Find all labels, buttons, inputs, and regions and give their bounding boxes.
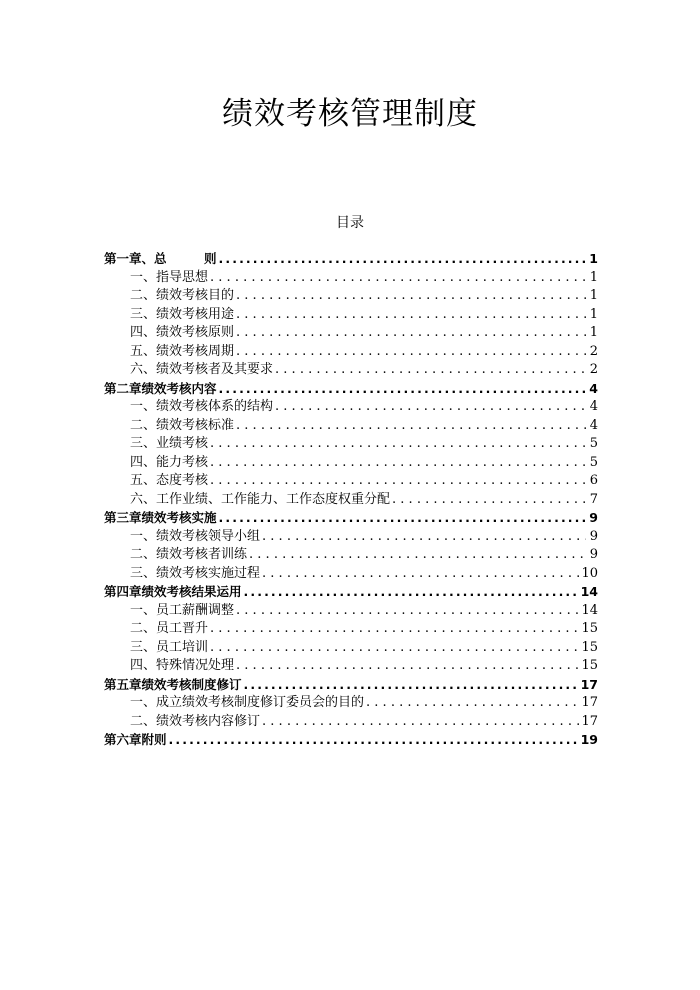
toc-entry-label: 指导思想	[156, 269, 209, 285]
toc-entry-number: 五、	[130, 473, 157, 488]
toc-entry-number: 三、	[130, 436, 157, 451]
toc-dot-leader	[275, 361, 586, 380]
toc-dot-leader	[262, 565, 579, 584]
toc-entry-number: 五、	[130, 343, 157, 359]
toc-dot-leader	[262, 713, 579, 732]
toc-page-number: 1	[589, 325, 598, 340]
toc-section-entry[interactable]	[104, 491, 598, 510]
toc-chapter-entry[interactable]	[104, 676, 598, 695]
toc-section-entry[interactable]	[104, 713, 598, 732]
toc-section-entry[interactable]	[104, 694, 598, 713]
toc-entry-number: 三、	[130, 639, 157, 655]
toc-entry-label: 绩效考核体系的结构	[156, 399, 274, 414]
toc-dot-leader	[366, 694, 579, 713]
toc-page-number: 1	[589, 288, 598, 303]
toc-page-number: 19	[580, 732, 598, 747]
toc-page-number: 14	[581, 602, 598, 618]
toc-entry-number: 第二章	[104, 380, 142, 396]
toc-page-number: 10	[581, 565, 598, 581]
toc-entry-number: 第六章	[104, 732, 142, 747]
toc-entry-label: 员工晋升	[156, 621, 209, 636]
toc-section-entry[interactable]	[104, 639, 598, 658]
toc-chapter-entry[interactable]	[104, 380, 598, 399]
toc-entry-number: 六、	[130, 491, 157, 507]
toc-entry-number: 第三章	[104, 510, 142, 525]
toc-section-entry[interactable]	[104, 620, 598, 639]
toc-chapter-entry[interactable]	[104, 583, 598, 602]
toc-entry-label: 绩效考核结果运用	[141, 584, 242, 599]
toc-dot-leader	[236, 306, 586, 325]
toc-heading: 目录	[336, 215, 364, 231]
toc-section-entry[interactable]	[104, 417, 598, 436]
toc-section-entry[interactable]	[104, 657, 598, 676]
toc-page-number: 6	[589, 473, 598, 488]
toc-page-number: 5	[589, 436, 598, 451]
toc-page-number: 15	[581, 658, 598, 673]
toc-entry-number: 六、	[130, 362, 157, 377]
toc-entry-number: 一、	[130, 528, 157, 544]
toc-entry-number: 一、	[130, 269, 157, 285]
toc-dot-leader	[219, 380, 586, 399]
toc-page-number: 1	[589, 306, 598, 322]
toc-entry-label: 绩效考核内容	[141, 380, 217, 396]
toc-chapter-entry[interactable]	[104, 731, 598, 750]
toc-section-entry[interactable]	[104, 528, 598, 547]
toc-page-number: 9	[589, 528, 598, 544]
toc-section-entry[interactable]	[104, 472, 598, 491]
toc-page-number: 15	[581, 639, 598, 655]
toc-section-entry[interactable]	[104, 324, 598, 343]
table-of-contents	[104, 250, 598, 750]
toc-dot-leader	[210, 472, 586, 491]
toc-dot-leader	[236, 324, 586, 343]
toc-section-entry[interactable]	[104, 287, 598, 306]
toc-entry-number: 一、	[130, 602, 157, 618]
toc-chapter-entry[interactable]	[104, 250, 598, 269]
toc-entry-label: 绩效考核领导小组	[156, 528, 261, 544]
toc-entry-label: 员工培训	[156, 639, 209, 655]
toc-page-number: 9	[589, 510, 598, 525]
toc-entry-number: 四、	[130, 454, 157, 470]
toc-section-entry[interactable]	[104, 269, 598, 288]
toc-dot-leader	[244, 676, 579, 695]
toc-page-number: 5	[589, 454, 598, 470]
toc-dot-leader	[275, 398, 586, 417]
toc-section-entry[interactable]	[104, 602, 598, 621]
toc-entry-number: 第五章	[104, 676, 142, 692]
toc-dot-leader	[210, 620, 579, 639]
toc-entry-number: 三、	[130, 565, 157, 581]
toc-entry-label: 能力考核	[156, 454, 209, 470]
toc-section-entry[interactable]	[104, 546, 598, 565]
toc-dot-leader	[210, 639, 579, 658]
toc-section-entry[interactable]	[104, 398, 598, 417]
toc-section-entry[interactable]	[104, 343, 598, 362]
toc-page-number: 7	[589, 491, 598, 507]
toc-section-entry[interactable]	[104, 565, 598, 584]
toc-dot-leader	[210, 269, 586, 288]
toc-entry-label: 绩效考核内容修订	[156, 713, 261, 729]
toc-dot-leader	[219, 250, 586, 269]
toc-page-number: 4	[589, 380, 598, 396]
toc-entry-number: 一、	[130, 695, 157, 710]
toc-entry-label: 绩效考核标准	[156, 417, 235, 433]
toc-page-number: 9	[589, 547, 598, 562]
toc-page-number: 4	[589, 399, 598, 414]
toc-page-number: 15	[581, 621, 598, 636]
toc-page-number: 17	[581, 713, 598, 729]
toc-dot-leader	[169, 731, 579, 750]
toc-entry-label: 绩效考核制度修订	[141, 676, 242, 692]
toc-entry-label: 绩效考核周期	[156, 343, 235, 359]
toc-entry-number: 二、	[130, 621, 157, 636]
toc-section-entry[interactable]	[104, 306, 598, 325]
toc-entry-label: 绩效考核者训练	[156, 547, 248, 562]
toc-entry-number: 二、	[130, 288, 157, 303]
toc-entry-label: 绩效考核者及其要求	[156, 362, 274, 377]
toc-entry-number: 第四章	[104, 584, 142, 599]
toc-page-number: 17	[580, 676, 598, 692]
toc-section-entry[interactable]	[104, 435, 598, 454]
toc-dot-leader	[236, 657, 579, 676]
toc-section-entry[interactable]	[104, 454, 598, 473]
toc-dot-leader	[249, 546, 586, 565]
toc-entry-label: 绩效考核实施过程	[156, 565, 261, 581]
toc-entry-label: 员工薪酬调整	[156, 602, 235, 618]
toc-page-number: 1	[589, 251, 598, 266]
toc-dot-leader	[392, 491, 586, 510]
toc-entry-number: 第一章、	[104, 251, 155, 266]
toc-entry-label: 业绩考核	[156, 436, 209, 451]
toc-page-number: 14	[580, 584, 598, 599]
toc-dot-leader	[219, 509, 586, 528]
toc-entry-number: 四、	[130, 325, 157, 340]
toc-dot-leader	[244, 583, 579, 602]
toc-entry-label: 成立绩效考核制度修订委员会的目的	[156, 695, 365, 710]
toc-dot-leader	[210, 435, 586, 454]
toc-entry-label: 附则	[141, 732, 167, 747]
toc-dot-leader	[236, 343, 586, 362]
toc-dot-leader	[262, 528, 586, 547]
toc-entry-label: 绩效考核实施	[141, 510, 217, 525]
toc-chapter-entry[interactable]	[104, 509, 598, 528]
toc-entry-number: 四、	[130, 658, 157, 673]
toc-entry-label: 绩效考核原则	[156, 325, 235, 340]
toc-entry-label: 绩效考核用途	[156, 306, 235, 322]
toc-page-number: 1	[589, 269, 598, 285]
toc-page-number: 2	[589, 343, 598, 359]
toc-section-entry[interactable]	[104, 361, 598, 380]
toc-entry-label: 特殊情况处理	[156, 658, 235, 673]
toc-dot-leader	[236, 417, 586, 436]
toc-entry-number: 二、	[130, 713, 157, 729]
toc-page-number: 4	[589, 417, 598, 433]
toc-page-number: 17	[581, 695, 598, 710]
toc-entry-number: 二、	[130, 547, 157, 562]
document-title: 绩效考核管理制度	[222, 96, 478, 132]
toc-entry-number: 一、	[130, 399, 157, 414]
toc-entry-label: 态度考核	[156, 473, 209, 488]
toc-dot-leader	[236, 602, 579, 621]
toc-entry-label: 总 则	[154, 251, 217, 266]
toc-entry-number: 三、	[130, 306, 157, 322]
toc-page-number: 2	[589, 362, 598, 377]
toc-entry-label: 绩效考核目的	[156, 288, 235, 303]
toc-entry-number: 二、	[130, 417, 157, 433]
toc-entry-label: 工作业绩、工作能力、工作态度权重分配	[156, 491, 391, 507]
toc-dot-leader	[210, 454, 586, 473]
toc-dot-leader	[236, 287, 586, 306]
